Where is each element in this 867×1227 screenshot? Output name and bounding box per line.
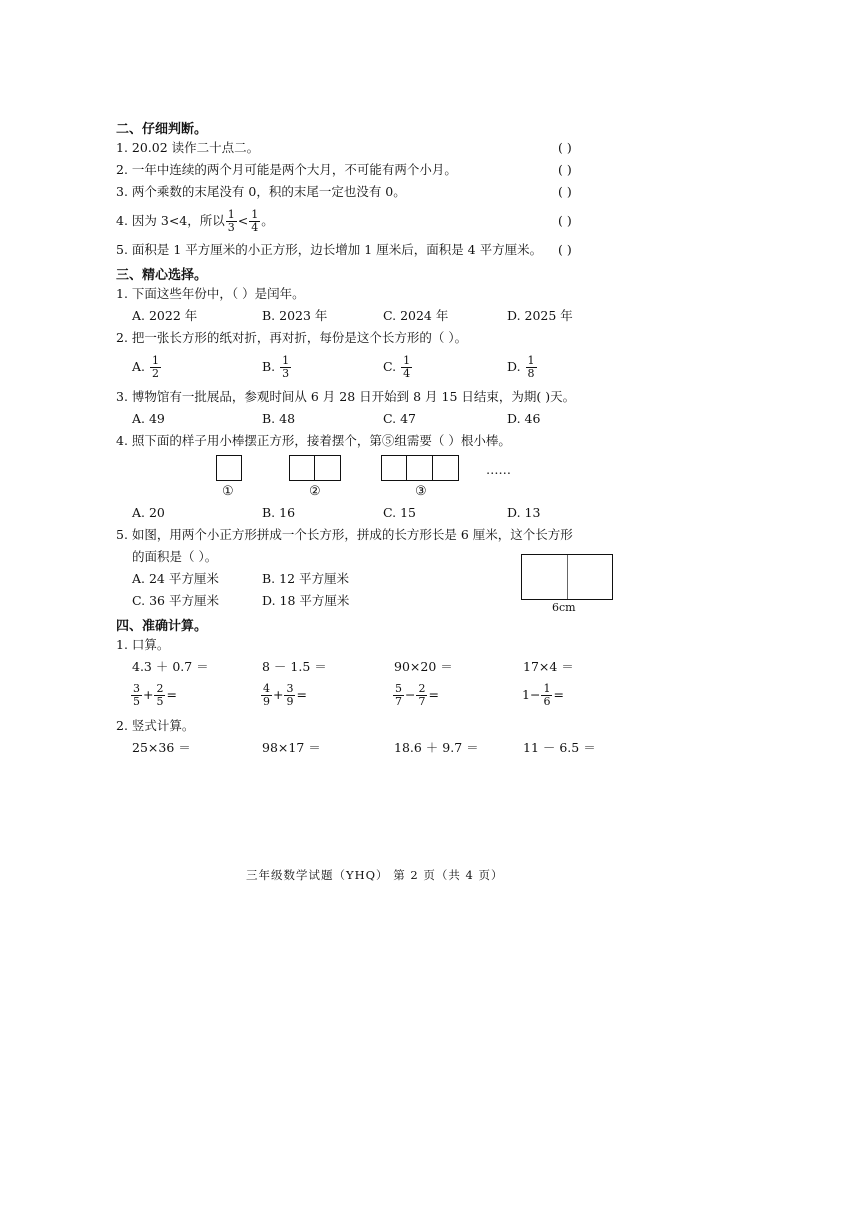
judge-answer-2[interactable]: ( ) (558, 162, 572, 177)
choice-q5-option-a[interactable]: A. 24 平方厘米 (132, 571, 219, 586)
group-label-2: ② (309, 484, 321, 499)
judge-item-1: 1. 20.02 读作二十点二。 (116, 140, 260, 155)
stick-square (381, 455, 407, 481)
stick-square-group-3 (381, 455, 459, 481)
section-4-heading: 四、准确计算。 (116, 619, 208, 634)
stick-square (433, 455, 459, 481)
choice-q4: 4. 照下面的样子用小棒摆正方形，接着摆个，第⑤组需要（ ）根小棒。 (116, 433, 511, 448)
choice-q2: 2. 把一张长方形的纸对折，再对折，每份是这个长方形的（ ）。 (116, 330, 468, 345)
vertical-calc-3: 18.6 ＋ 9.7 ＝ (394, 740, 479, 755)
choice-q2-option-d[interactable]: D. $\frac{1}{8}$ (507, 354, 535, 380)
judge-item-2: 2. 一年中连续的两个月可能是两个大月，不可能有两个小月。 (116, 162, 457, 177)
oral-calc-2: 8 － 1.5 ＝ (262, 659, 327, 674)
choice-q1-option-b[interactable]: B. 2023 年 (262, 308, 328, 323)
choice-q3: 3. 博物馆有一批展品，参观时间从 6 月 28 日开始到 8 月 15 日结束，为期( )天。 (116, 389, 576, 404)
judge-item-3: 3. 两个乘数的末尾没有 0，积的末尾一定也没有 0。 (116, 184, 406, 199)
choice-q2-option-b[interactable]: B. $\frac{1}{3}$ (262, 354, 290, 380)
vertical-calc-1: 25×36 ＝ (132, 740, 191, 755)
two-squares-rectangle (521, 554, 613, 600)
judge-answer-5[interactable]: ( ) (558, 242, 572, 257)
oral-calc-5: $\frac{3}{5}$ + $\frac{2}{5}$ = (133, 682, 177, 708)
judge-answer-1[interactable]: ( ) (558, 140, 572, 155)
choice-q4-option-c[interactable]: C. 15 (383, 505, 416, 520)
oral-calc-1: 4.3 ＋ 0.7 ＝ (132, 659, 209, 674)
choice-q3-option-a[interactable]: A. 49 (132, 411, 165, 426)
choice-q5-option-c[interactable]: C. 36 平方厘米 (132, 593, 219, 608)
choice-q3-option-d[interactable]: D. 46 (507, 411, 541, 426)
rectangle-length-label: 6cm (552, 601, 576, 614)
vertical-calc-4: 11 － 6.5 ＝ (523, 740, 596, 755)
stick-square-group-1 (216, 455, 242, 481)
choice-q1-option-c[interactable]: C. 2024 年 (383, 308, 449, 323)
group-label-1: ① (222, 484, 234, 499)
judge-item-4: 4. 因为 3<4，所以 $\frac{1}{3}$ < $\frac{1}{4}$ 。 (116, 208, 274, 234)
choice-q5-line1: 5. 如图，用两个小正方形拼成一个长方形，拼成的长方形长是 6 厘米，这个长方形 (116, 527, 573, 542)
continuation-dots: …… (486, 462, 511, 477)
vertical-calc-2: 98×17 ＝ (262, 740, 321, 755)
oral-calc-8: 1− $\frac{1}{6}$ = (522, 682, 564, 708)
oral-calc-7: $\frac{5}{7}$ − $\frac{2}{7}$ = (395, 682, 439, 708)
choice-q5-line2: 的面积是（ ）。 (132, 549, 218, 564)
group-label-3: ③ (415, 484, 427, 499)
oral-calc-4: 17×4 ＝ (523, 659, 574, 674)
judge-answer-3[interactable]: ( ) (558, 184, 572, 199)
choice-q3-option-b[interactable]: B. 48 (262, 411, 296, 426)
stick-square (289, 455, 315, 481)
stick-square (216, 455, 242, 481)
choice-q3-option-c[interactable]: C. 47 (383, 411, 416, 426)
stick-square (407, 455, 433, 481)
choice-q5-option-d[interactable]: D. 18 平方厘米 (262, 593, 350, 608)
choice-q4-option-d[interactable]: D. 13 (507, 505, 541, 520)
choice-q4-option-b[interactable]: B. 16 (262, 505, 296, 520)
choice-q5-option-b[interactable]: B. 12 平方厘米 (262, 571, 350, 586)
stick-square (315, 455, 341, 481)
oral-calc-heading: 1. 口算。 (116, 637, 170, 652)
judge-item-5: 5. 面积是 1 平方厘米的小正方形，边长增加 1 厘米后，面积是 4 平方厘米。 (116, 242, 543, 257)
oral-calc-3: 90×20 ＝ (394, 659, 453, 674)
choice-q1: 1. 下面这些年份中，（ ）是闰年。 (116, 286, 305, 301)
choice-q4-option-a[interactable]: A. 20 (132, 505, 165, 520)
choice-q2-option-c[interactable]: C. $\frac{1}{4}$ (383, 354, 411, 380)
choice-q2-option-a[interactable]: A. $\frac{1}{2}$ (132, 354, 159, 380)
fraction-one-fourth: $\frac{1}{4}$ (251, 208, 259, 234)
section-2-heading: 二、仔细判断。 (116, 122, 208, 137)
rectangle-divider (567, 555, 568, 599)
choice-q1-option-a[interactable]: A. 2022 年 (132, 308, 198, 323)
fraction-one-third: $\frac{1}{3}$ (227, 208, 235, 234)
stick-square-group-2 (289, 455, 341, 481)
page-footer: 三年级数学试题（YHQ） 第 2 页（共 4 页） (246, 868, 504, 882)
section-3-heading: 三、精心选择。 (116, 268, 208, 283)
judge-answer-4[interactable]: ( ) (558, 213, 572, 228)
choice-q1-option-d[interactable]: D. 2025 年 (507, 308, 573, 323)
oral-calc-6: $\frac{4}{9}$ + $\frac{3}{9}$ = (263, 682, 307, 708)
vertical-calc-heading: 2. 竖式计算。 (116, 718, 195, 733)
